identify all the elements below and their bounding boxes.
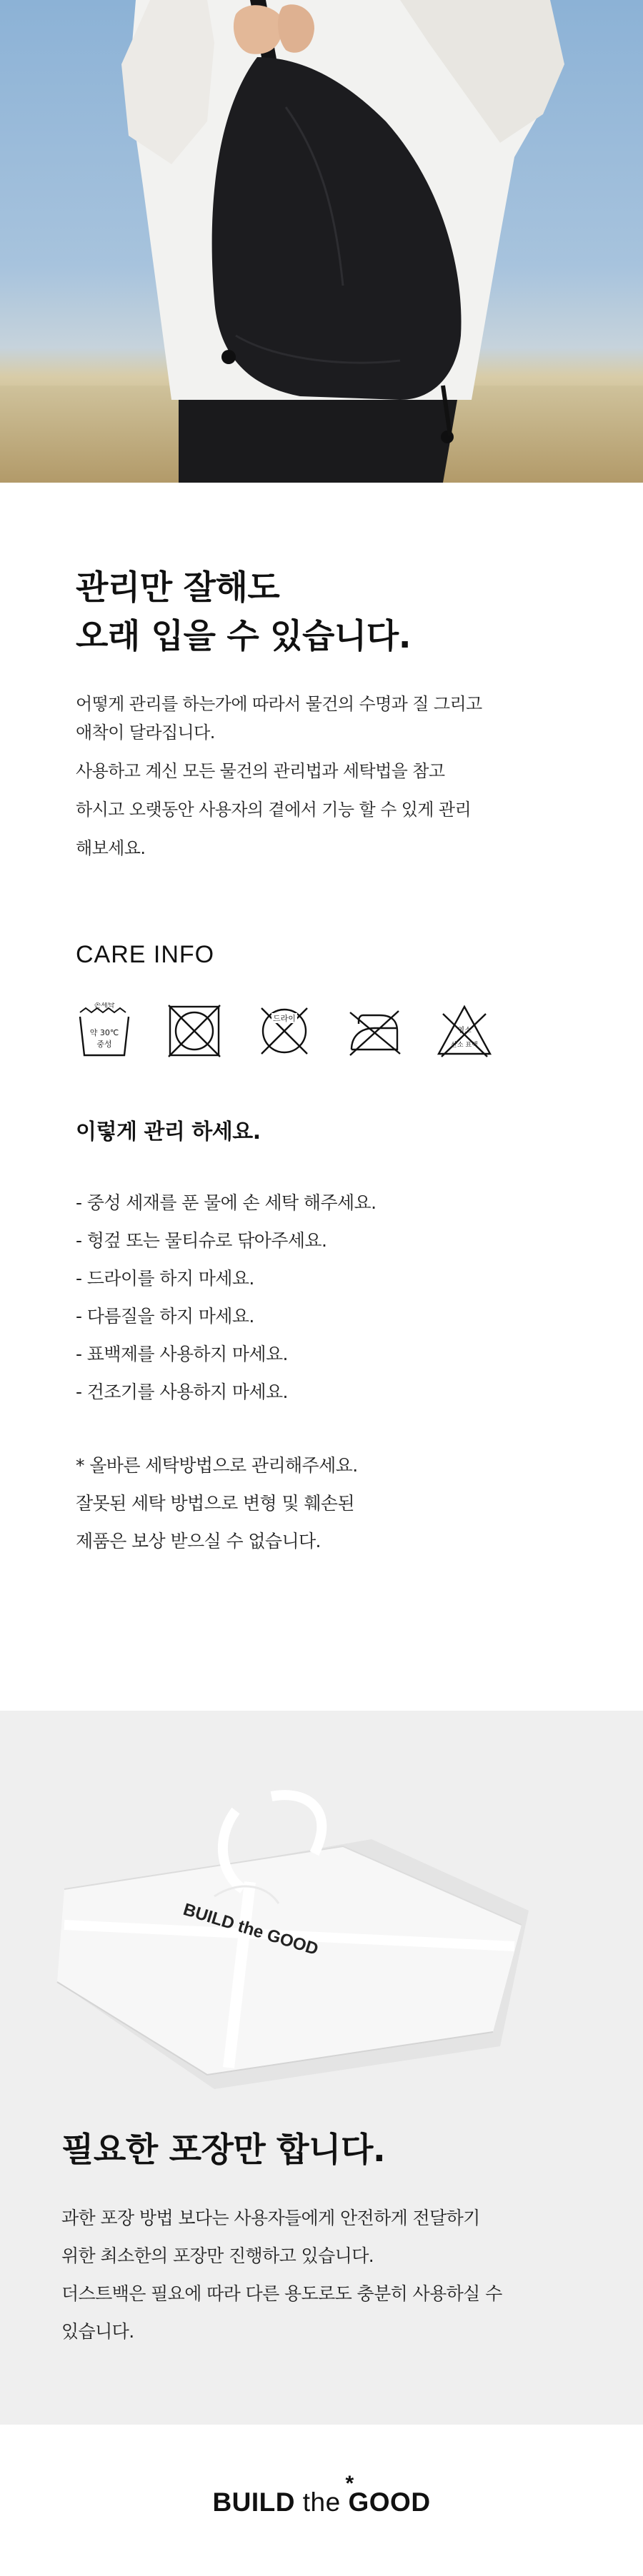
hand-wash-top-text: 손세탁 (94, 1002, 115, 1010)
no-dry-clean-text: 드라이 (273, 1014, 296, 1023)
logo-build: BUILD (212, 2487, 295, 2517)
no-bleach-icon (436, 1002, 493, 1060)
care-notice-line: 잘못된 세탁 방법으로 변형 및 훼손된 (76, 1493, 354, 1514)
care-description-line: 애착이 달라집니다. (76, 723, 215, 743)
packaging-description (61, 2199, 604, 2350)
packaging-description-line: 과한 포장 방법 보다는 사용자들에게 안전하게 전달하기 (61, 2208, 480, 2228)
list-item: - 건조기를 사용하지 마세요. (76, 1382, 288, 1402)
care-info-heading: CARE INFO (76, 941, 215, 968)
no-dry-clean-icon (256, 1002, 313, 1060)
care-description-line: 하시고 오랫동안 사용자의 곁에서 기능 할 수 있게 관리 (76, 800, 472, 820)
footer (0, 2425, 643, 2576)
packaging-title: 필요한 포장만 합니다. (61, 2130, 386, 2170)
packaging-description-line: 더스트백은 필요에 따라 다른 용도로도 충분히 사용하실 수 (61, 2283, 502, 2304)
care-icons-row (76, 1002, 504, 1060)
packaging-description-line: 위한 최소한의 포장만 진행하고 있습니다. (61, 2245, 374, 2266)
person-carrying-black-sling-bag-photo (0, 0, 643, 483)
logo-the: the (302, 2487, 341, 2517)
hand-wash-temp-text: 약 30℃ (89, 1028, 119, 1037)
care-section (0, 483, 643, 1711)
care-description-line: 어떻게 관리를 하는가에 따라서 물건의 수명과 질 그리고 (76, 694, 482, 714)
packaging-description-line: 있습니다. (61, 2321, 134, 2342)
care-title-line: 관리만 잘해도 (76, 568, 280, 608)
care-title-line: 오래 입을 수 있습니다. (76, 617, 412, 656)
list-item: - 헝겊 또는 물티슈로 닦아주세요. (76, 1230, 327, 1251)
bag-print-logo: BUILD the GOOD (181, 1899, 321, 1960)
how-to-care-title: 이렇게 관리 하세요. (76, 1120, 261, 1144)
list-item: - 표백제를 사용하지 마세요. (76, 1344, 288, 1364)
packaging-section (0, 1711, 643, 2425)
care-notice-line: 제품은 보상 받으실 수 없습니다. (76, 1531, 321, 1551)
list-item: - 다름질을 하지 마세요. (76, 1306, 254, 1327)
care-description (76, 690, 576, 862)
care-description-line: 해보세요. (76, 838, 146, 858)
care-title (76, 564, 411, 661)
no-bleach-top-text: 염소 (457, 1027, 472, 1035)
no-tumble-dry-icon (166, 1002, 223, 1060)
no-bleach-bottom-text: 산소 표백 (451, 1042, 478, 1049)
brand-logo (0, 2487, 643, 2517)
care-instructions-list (76, 1184, 376, 1411)
list-item: - 중성 세재를 푼 물에 손 세탁 해주세요. (76, 1192, 377, 1213)
white-package-bag-with-ribbon-photo (0, 1711, 643, 2110)
care-description-line: 사용하고 계신 모든 물건의 관리법과 세탁법을 참고 (76, 761, 445, 781)
hand-wash-icon (76, 1002, 133, 1060)
hand-wash-neutral-text: 중성 (96, 1040, 112, 1049)
no-iron-icon (346, 1002, 403, 1060)
care-notice-line: * 올바른 세탁방법으로 관리해주세요. (76, 1455, 358, 1476)
logo-good: * GOOD (348, 2487, 430, 2517)
care-notice (76, 1447, 358, 1560)
hero-photo (0, 0, 643, 483)
list-item: - 드라이를 하지 마세요. (76, 1268, 254, 1289)
